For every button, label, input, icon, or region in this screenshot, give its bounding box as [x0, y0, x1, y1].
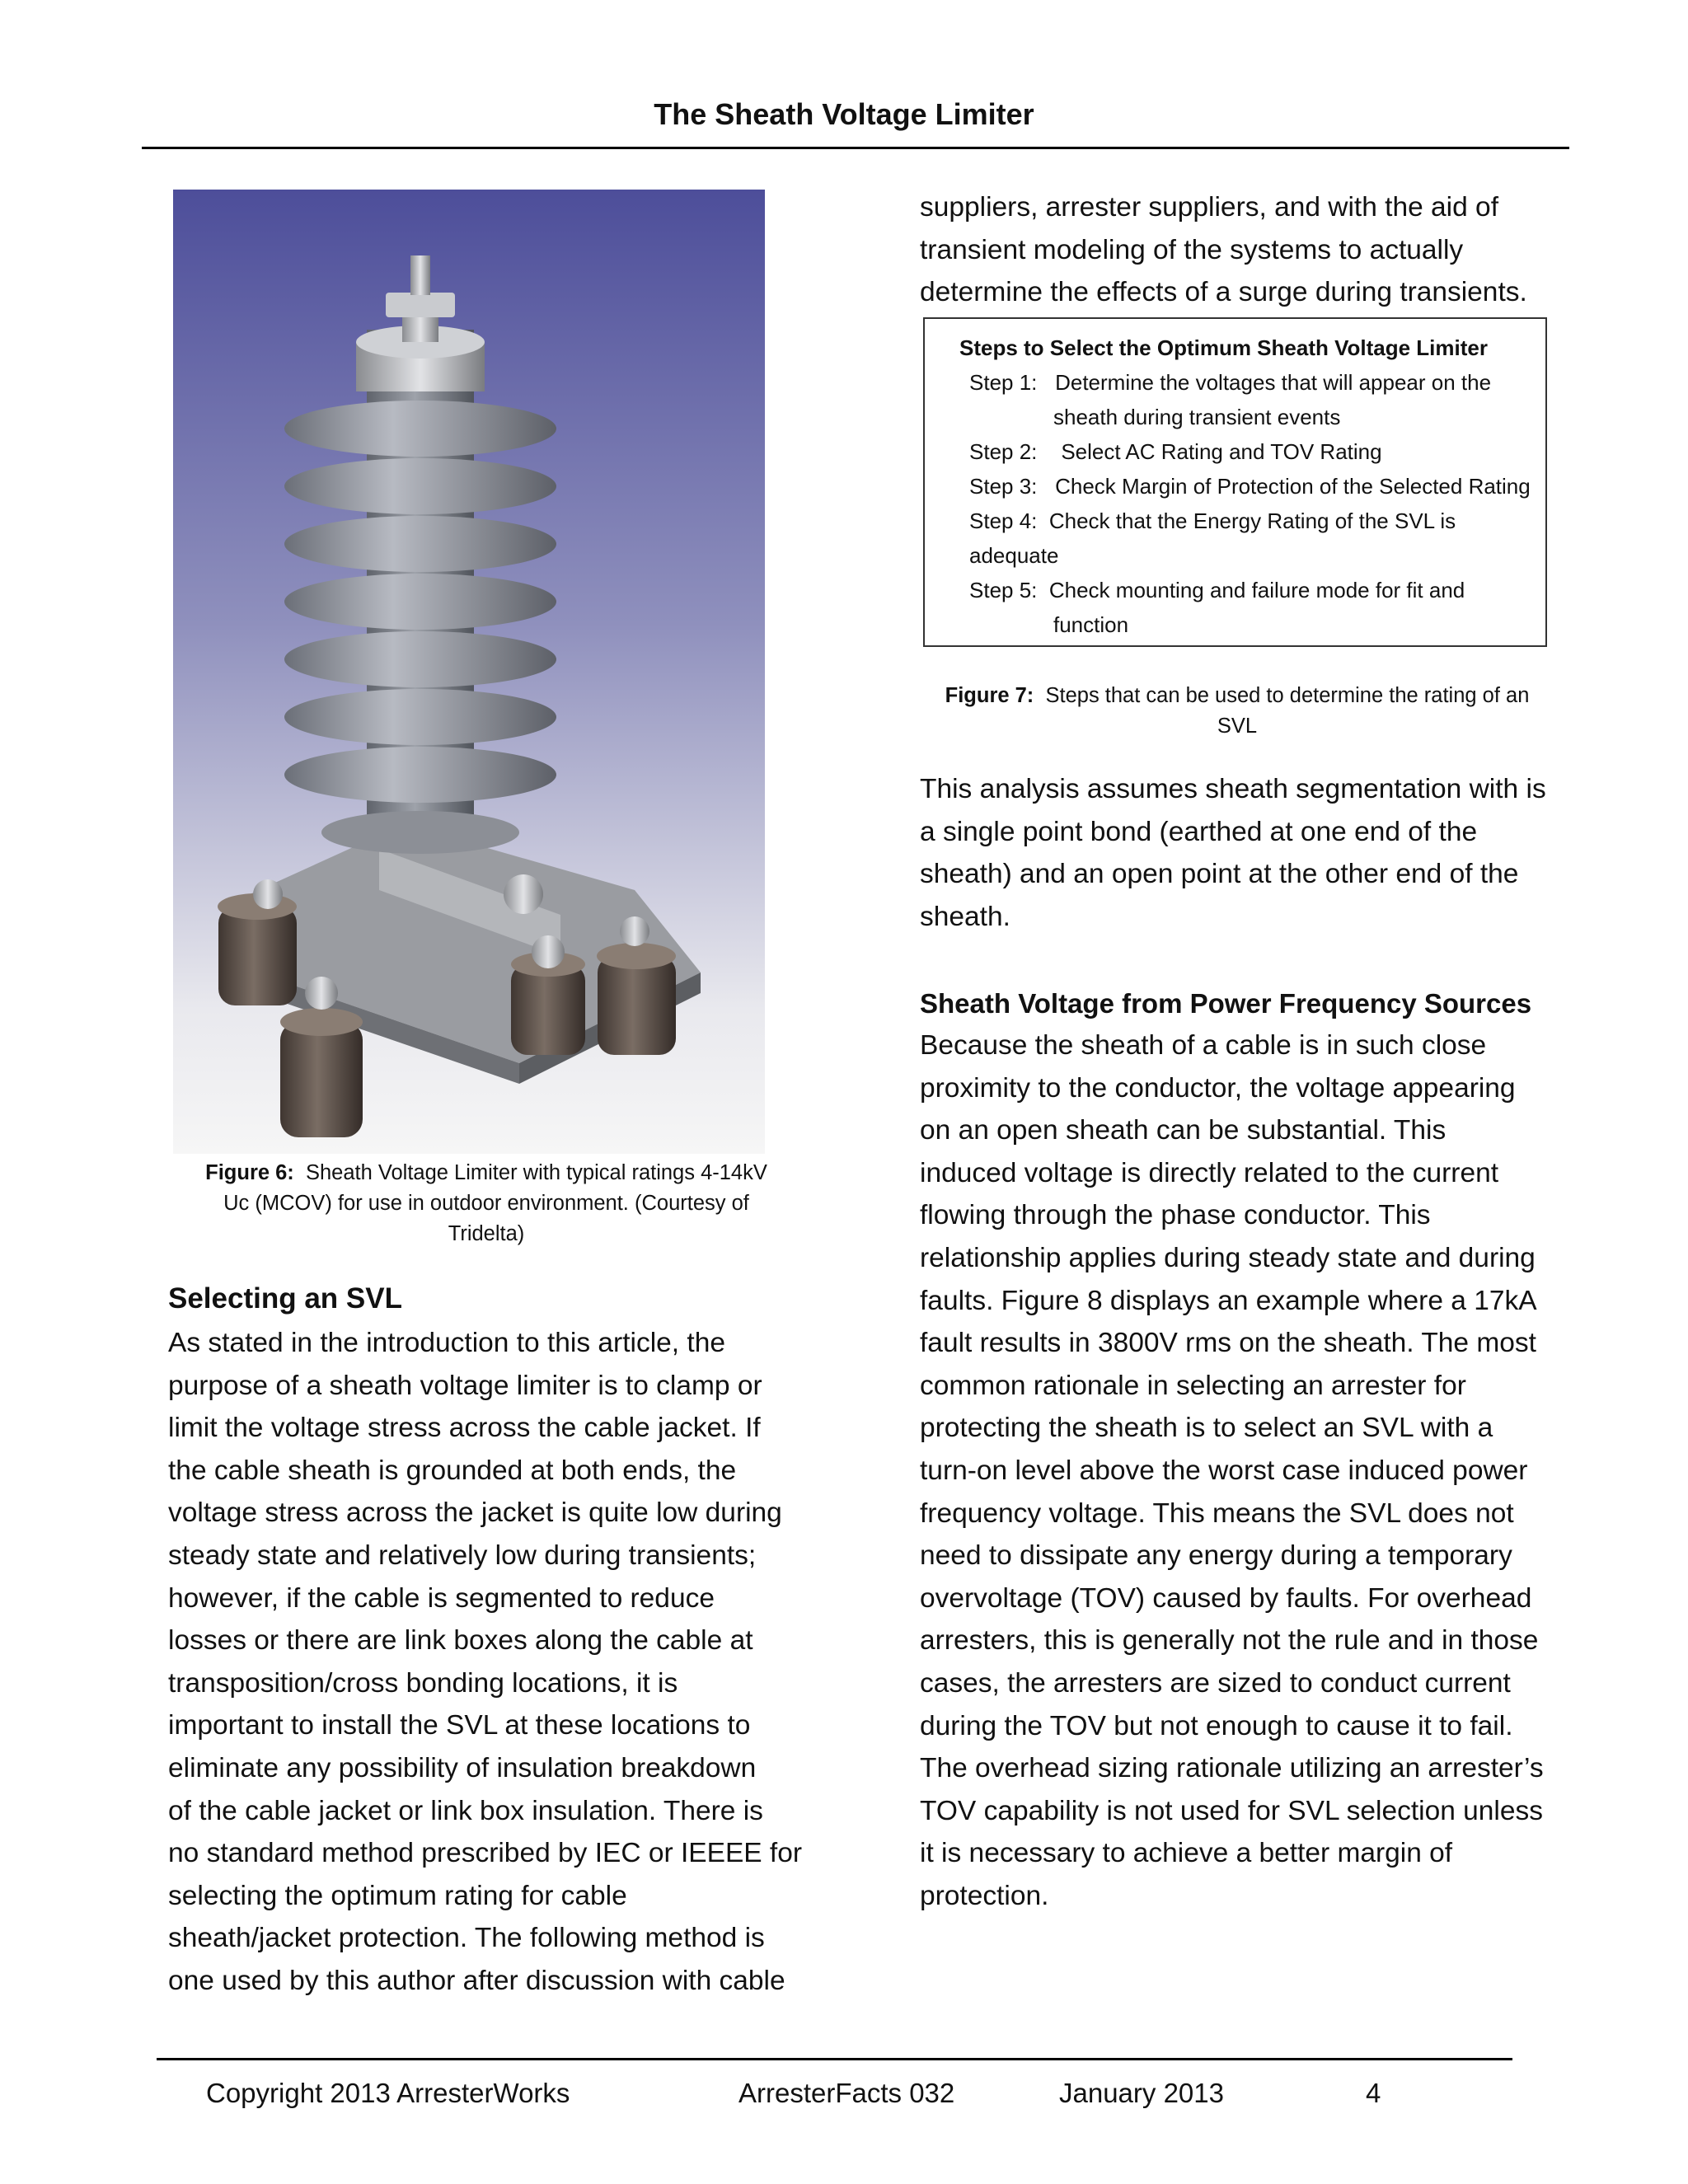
step-1-label: Step 1:: [969, 370, 1038, 395]
step-3-label: Step 3:: [969, 474, 1038, 499]
paragraph-line: The overhead sizing rationale utilizing an arrester’s: [920, 1753, 1544, 1784]
paragraph-line: frequency voltage. This means the SVL does not: [920, 1497, 1514, 1529]
figure-7-caption: [920, 681, 1554, 742]
figure-7-label: Figure 7:: [945, 684, 1034, 707]
selecting-svl-heading: Selecting an SVL: [168, 1282, 402, 1315]
paragraph-line: determine the effects of a surge during transients.: [920, 277, 1527, 308]
paragraph-line: the cable sheath is grounded at both ends, the: [168, 1455, 737, 1486]
paragraph-line: As stated in the introduction to this article, the: [168, 1328, 725, 1358]
paragraph-line: flowing through the phase conductor. This: [920, 1200, 1431, 1231]
paragraph-line: faults. Figure 8 displays an example where a 17kA: [920, 1285, 1537, 1316]
step-2: [959, 434, 1545, 469]
paragraph-line: voltage stress across the jacket is quite low during: [168, 1497, 782, 1529]
footer-copyright: Copyright 2013 ArresterWorks: [206, 2078, 570, 2108]
step-5-label: Step 5:: [969, 578, 1038, 602]
paragraph-line: losses or there are link boxes along the cable at: [168, 1625, 753, 1657]
step-5-text: Check mounting and failure mode for fit and: [1048, 578, 1465, 602]
figure-6-caption-line-3: Tridelta): [448, 1222, 525, 1245]
power-frequency-paragraph: [920, 1024, 1563, 1917]
analysis-paragraph: [920, 768, 1563, 938]
power-frequency-heading: Sheath Voltage from Power Frequency Sources: [920, 988, 1532, 1019]
paragraph-line: turn-on level above the worst case induced power: [920, 1455, 1528, 1486]
paragraph-line: however, if the cable is segmented to reduce: [168, 1582, 715, 1614]
steps-box-title: Steps to Select the Optimum Sheath Voltage Limiter: [959, 335, 1488, 360]
paragraph-line: purpose of a sheath voltage limiter is to clamp or: [168, 1370, 762, 1401]
figure-7-caption-text-1: Steps that can be used to determine the rating of an: [1045, 684, 1530, 707]
step-3-text: Check Margin of Protection of the Selected Rating: [1055, 474, 1531, 499]
paragraph-line: sheath/jacket protection. The following method is: [168, 1923, 765, 1954]
header-divider: [142, 147, 1569, 149]
step-4-text: Check that the Energy Rating of the SVL is adequate: [969, 509, 1456, 568]
paragraph-line: sheath) and an open point at the other end of the: [920, 859, 1519, 890]
figure-6-caption: [169, 1158, 804, 1249]
paragraph-line: selecting the optimum rating for cable: [168, 1880, 627, 1911]
step-3: [959, 469, 1545, 504]
step-1: [959, 365, 1545, 400]
paragraph-line: Because the sheath of a cable is in such close: [920, 1030, 1487, 1061]
footer-page-number: 4: [1366, 2078, 1381, 2108]
paragraph-line: fault results in 3800V rms on the sheath. The most: [920, 1328, 1536, 1359]
continued-paragraph: [920, 186, 1563, 314]
paragraph-line: on an open sheath can be substantial. This: [920, 1115, 1447, 1146]
paragraph-line: protecting the sheath is to select an SVL with a: [920, 1413, 1493, 1444]
step-5: [959, 573, 1545, 607]
figure-7-caption-line-2: SVL: [1217, 715, 1258, 738]
step-1-continuation: sheath during transient events: [1053, 405, 1341, 429]
paragraph-line: TOV capability is not used for SVL selection unless: [920, 1795, 1544, 1826]
paragraph-line: steady state and relatively low during transients;: [168, 1540, 757, 1571]
svl-photo: [173, 190, 765, 1154]
figure-6-label: Figure 6:: [205, 1161, 294, 1184]
paragraph-line: limit the voltage stress across the cable jacket. If: [168, 1413, 761, 1444]
step-2-text: Select AC Rating and TOV Rating: [1061, 439, 1382, 464]
paragraph-line: it is necessary to achieve a better margin of: [920, 1838, 1453, 1869]
footer-publication: ArresterFacts 032: [738, 2078, 955, 2108]
paragraph-line: common rationale in selecting an arrester for: [920, 1370, 1466, 1401]
step-4: [959, 504, 1545, 573]
paragraph-line: no standard method prescribed by IEC or IEEEE for: [168, 1838, 803, 1869]
paragraph-line: transposition/cross bonding locations, it is: [168, 1667, 678, 1699]
figure-6-caption-line-1: [169, 1158, 804, 1188]
step-2-label: Step 2:: [969, 439, 1038, 464]
step-5-continuation: function: [1053, 612, 1129, 637]
steps-box: [923, 317, 1547, 647]
paragraph-line: a single point bond (earthed at one end of the: [920, 816, 1478, 847]
paragraph-line: cases, the arresters are sized to conduct current: [920, 1667, 1511, 1699]
footer-date: January 2013: [1059, 2078, 1224, 2108]
paragraph-line: important to install the SVL at these locations to: [168, 1710, 751, 1741]
paragraph-line: sheath.: [920, 901, 1010, 932]
step-1-text: Determine the voltages that will appear on the: [1055, 370, 1492, 395]
paragraph-line: relationship applies during steady state and during: [920, 1242, 1536, 1273]
paragraph-line: proximity to the conductor, the voltage appearing: [920, 1072, 1516, 1104]
paragraph-line: induced voltage is directly related to the current: [920, 1157, 1499, 1188]
paragraph-line: This analysis assumes sheath segmentation with is: [920, 774, 1546, 804]
paragraph-line: one used by this author after discussion with cable: [168, 1965, 785, 1996]
paragraph-line: during the TOV but not enough to cause it to fail.: [920, 1710, 1513, 1741]
paragraph-line: transient modeling of the systems to actually: [920, 234, 1464, 265]
footer-divider: [157, 2058, 1512, 2060]
figure-6-caption-line-2: Uc (MCOV) for use in outdoor environment. (Courtesy of: [223, 1192, 749, 1215]
step-4-label: Step 4:: [969, 509, 1038, 533]
figure-7-caption-line-1: [920, 681, 1554, 711]
paragraph-line: eliminate any possibility of insulation breakdown: [168, 1752, 757, 1783]
page-header-title: The Sheath Voltage Limiter: [654, 97, 1034, 131]
paragraph-line: arresters, this is generally not the rule and in those: [920, 1625, 1539, 1657]
paragraph-line: overvoltage (TOV) caused by faults. For overhead: [920, 1582, 1532, 1614]
paragraph-line: suppliers, arrester suppliers, and with the aid of: [920, 192, 1498, 223]
paragraph-line: of the cable jacket or link box insulation. There is: [168, 1795, 763, 1826]
figure-6-caption-text-1: Sheath Voltage Limiter with typical ratings 4-14kV: [305, 1161, 767, 1184]
paragraph-line: need to dissipate any energy during a temporary: [920, 1540, 1512, 1572]
selecting-svl-paragraph: [168, 1322, 811, 2003]
paragraph-line: protection.: [920, 1880, 1049, 1911]
